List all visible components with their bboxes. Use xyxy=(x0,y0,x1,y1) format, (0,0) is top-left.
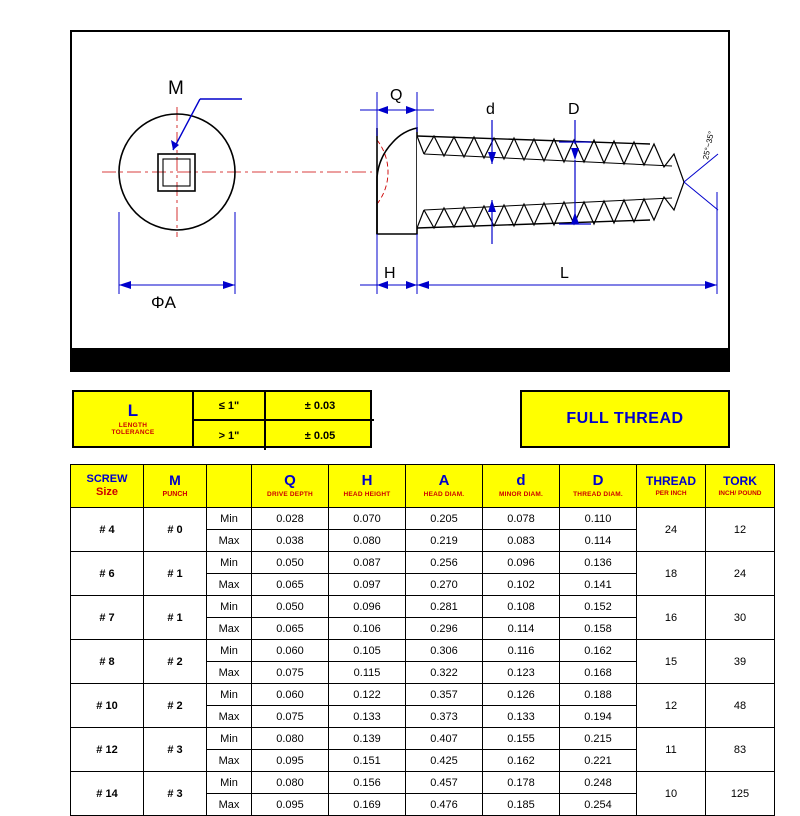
cell-a-min: 0.407 xyxy=(406,728,483,750)
full-thread-box xyxy=(520,390,730,448)
cell-d-min: 0.078 xyxy=(483,508,560,530)
cell-punch: # 0 xyxy=(144,508,207,552)
header-a-letter: A xyxy=(438,472,450,490)
cell-q-min: 0.050 xyxy=(252,552,329,574)
tolerance-condition: ≤ 1" xyxy=(194,392,266,419)
cell-dd-min: 0.110 xyxy=(560,508,637,530)
cell-screw-size: # 6 xyxy=(71,552,144,596)
m-leader-line xyxy=(173,99,242,150)
cell-punch: # 1 xyxy=(144,552,207,596)
cell-max-label: Max xyxy=(207,618,252,640)
cell-screw-size: # 12 xyxy=(71,728,144,772)
cell-q-min: 0.080 xyxy=(252,772,329,794)
header-punch-line1: M xyxy=(169,472,181,489)
screw-head-profile xyxy=(377,128,417,234)
cell-d-max: 0.114 xyxy=(483,618,560,640)
cell-h-max: 0.115 xyxy=(329,662,406,684)
label-d-thread: D xyxy=(568,101,580,118)
header-a xyxy=(406,465,483,508)
cell-punch: # 3 xyxy=(144,728,207,772)
full-thread-label: FULL THREAD xyxy=(566,410,684,427)
cell-punch: # 3 xyxy=(144,772,207,816)
cell-h-max: 0.106 xyxy=(329,618,406,640)
cell-min-label: Min xyxy=(207,596,252,618)
cell-q-min: 0.060 xyxy=(252,640,329,662)
header-q xyxy=(252,465,329,508)
cell-d-min: 0.116 xyxy=(483,640,560,662)
cell-d-min: 0.155 xyxy=(483,728,560,750)
technical-drawing-panel xyxy=(70,30,730,370)
table-row xyxy=(71,596,775,618)
cell-min-label: Min xyxy=(207,684,252,706)
cell-q-max: 0.075 xyxy=(252,662,329,684)
cell-dd-min: 0.152 xyxy=(560,596,637,618)
header-tork-line2: INCH/ POUND xyxy=(718,489,762,497)
cell-a-min: 0.357 xyxy=(406,684,483,706)
tolerance-l-sublabel xyxy=(111,422,154,437)
cell-h-min: 0.122 xyxy=(329,684,406,706)
header-d-thread xyxy=(560,465,637,508)
cell-d-min: 0.126 xyxy=(483,684,560,706)
header-a-sub: HEAD DIAM. xyxy=(423,490,465,498)
cell-thread: 16 xyxy=(637,596,706,640)
cell-min-label: Min xyxy=(207,552,252,574)
tolerance-sub-line1: LENGTH xyxy=(118,421,148,429)
cell-thread: 11 xyxy=(637,728,706,772)
label-q: Q xyxy=(390,87,403,104)
header-minmax-blank xyxy=(207,465,252,508)
tolerance-row xyxy=(194,421,374,450)
header-thread xyxy=(637,465,706,508)
cell-tork: 39 xyxy=(706,640,775,684)
header-punch xyxy=(144,465,207,508)
cell-q-min: 0.050 xyxy=(252,596,329,618)
header-dd-letter: D xyxy=(592,472,604,490)
h-arrow-left xyxy=(377,281,388,289)
table-header xyxy=(71,465,775,508)
header-dd-sub: THREAD DIAM. xyxy=(573,490,623,498)
cell-d-max: 0.102 xyxy=(483,574,560,596)
cell-d-max: 0.083 xyxy=(483,530,560,552)
length-tolerance-box xyxy=(72,390,372,448)
l-arrow-right xyxy=(705,281,717,289)
cell-a-max: 0.219 xyxy=(406,530,483,552)
header-d-minor xyxy=(483,465,560,508)
label-point-angle: 25°~35° xyxy=(701,130,716,161)
header-screw-line1: SCREW xyxy=(86,472,128,485)
label-m: M xyxy=(168,78,184,99)
cell-tork: 83 xyxy=(706,728,775,772)
cell-thread: 15 xyxy=(637,640,706,684)
label-phi-a: ΦA xyxy=(151,293,176,312)
cell-max-label: Max xyxy=(207,530,252,552)
cell-dd-max: 0.254 xyxy=(560,794,637,816)
cell-d-min: 0.096 xyxy=(483,552,560,574)
header-tork-line1: TORK xyxy=(723,473,757,488)
table-row xyxy=(71,640,775,662)
header-q-letter: Q xyxy=(284,472,296,490)
cell-screw-size: # 4 xyxy=(71,508,144,552)
unit-bar xyxy=(70,348,730,372)
header-h-sub: HEAD HEIGHT xyxy=(343,490,391,498)
cell-a-min: 0.205 xyxy=(406,508,483,530)
header-tork xyxy=(706,465,775,508)
cell-punch: # 2 xyxy=(144,684,207,728)
tolerance-l-letter: L xyxy=(127,400,139,420)
h-arrow-right xyxy=(406,281,417,289)
cell-h-max: 0.169 xyxy=(329,794,406,816)
cell-tork: 48 xyxy=(706,684,775,728)
cell-tork: 24 xyxy=(706,552,775,596)
cell-max-label: Max xyxy=(207,750,252,772)
phia-arrow-right xyxy=(223,281,235,289)
label-h: H xyxy=(384,265,396,282)
cell-q-max: 0.095 xyxy=(252,794,329,816)
cell-d-max: 0.185 xyxy=(483,794,560,816)
cell-dd-max: 0.141 xyxy=(560,574,637,596)
cell-d-min: 0.178 xyxy=(483,772,560,794)
cell-q-max: 0.065 xyxy=(252,574,329,596)
cell-min-label: Min xyxy=(207,728,252,750)
table-body xyxy=(71,508,775,816)
cell-a-max: 0.270 xyxy=(406,574,483,596)
cell-thread: 12 xyxy=(637,684,706,728)
q-arrow-right xyxy=(406,106,417,114)
cell-q-max: 0.065 xyxy=(252,618,329,640)
cell-h-min: 0.087 xyxy=(329,552,406,574)
header-screw-size xyxy=(71,465,144,508)
cell-screw-size: # 7 xyxy=(71,596,144,640)
cell-max-label: Max xyxy=(207,662,252,684)
phia-arrow-left xyxy=(119,281,131,289)
cell-a-max: 0.296 xyxy=(406,618,483,640)
screw-drawing-svg xyxy=(72,32,728,368)
cell-min-label: Min xyxy=(207,640,252,662)
cell-thread: 18 xyxy=(637,552,706,596)
cell-h-min: 0.156 xyxy=(329,772,406,794)
cell-dd-min: 0.162 xyxy=(560,640,637,662)
header-q-sub: DRIVE DEPTH xyxy=(267,490,313,498)
cell-h-min: 0.105 xyxy=(329,640,406,662)
cell-h-min: 0.096 xyxy=(329,596,406,618)
cell-screw-size: # 10 xyxy=(71,684,144,728)
cell-min-label: Min xyxy=(207,508,252,530)
table-row xyxy=(71,508,775,530)
table-row xyxy=(71,552,775,574)
cell-q-min: 0.028 xyxy=(252,508,329,530)
cell-screw-size: # 14 xyxy=(71,772,144,816)
cell-d-max: 0.162 xyxy=(483,750,560,772)
square-recess-inner xyxy=(163,159,190,186)
cell-dd-min: 0.136 xyxy=(560,552,637,574)
cell-max-label: Max xyxy=(207,574,252,596)
cell-thread: 10 xyxy=(637,772,706,816)
cell-h-max: 0.151 xyxy=(329,750,406,772)
cell-min-label: Min xyxy=(207,772,252,794)
cell-d-max: 0.133 xyxy=(483,706,560,728)
cell-punch: # 2 xyxy=(144,640,207,684)
table-row xyxy=(71,772,775,794)
header-thread-line1: THREAD xyxy=(646,473,696,488)
cell-thread: 24 xyxy=(637,508,706,552)
header-punch-line2: PUNCH xyxy=(162,490,188,498)
header-h xyxy=(329,465,406,508)
cell-a-min: 0.306 xyxy=(406,640,483,662)
cell-dd-max: 0.221 xyxy=(560,750,637,772)
cell-dd-max: 0.194 xyxy=(560,706,637,728)
label-l: L xyxy=(560,265,569,282)
table-header-row xyxy=(71,465,775,508)
cell-a-max: 0.425 xyxy=(406,750,483,772)
cell-punch: # 1 xyxy=(144,596,207,640)
tolerance-value: ± 0.03 xyxy=(304,399,336,412)
cell-dd-max: 0.158 xyxy=(560,618,637,640)
cell-max-label: Max xyxy=(207,706,252,728)
label-d-minor: d xyxy=(486,101,495,118)
tolerance-l-cell xyxy=(74,392,194,446)
cell-a-max: 0.322 xyxy=(406,662,483,684)
header-d-letter: d xyxy=(516,472,526,490)
tolerance-row xyxy=(194,392,374,421)
cell-q-max: 0.075 xyxy=(252,706,329,728)
cell-dd-max: 0.114 xyxy=(560,530,637,552)
cell-q-min: 0.080 xyxy=(252,728,329,750)
cell-a-max: 0.373 xyxy=(406,706,483,728)
unit-label: unit: INCH xyxy=(738,352,792,364)
cell-d-min: 0.108 xyxy=(483,596,560,618)
cell-dd-min: 0.215 xyxy=(560,728,637,750)
tolerance-sub-line2: TOLERANCE xyxy=(111,429,155,436)
q-arrow-left xyxy=(377,106,388,114)
l-arrow-left xyxy=(417,281,429,289)
shank-body-fill xyxy=(417,136,684,228)
cell-a-min: 0.281 xyxy=(406,596,483,618)
cell-h-min: 0.139 xyxy=(329,728,406,750)
cell-d-max: 0.123 xyxy=(483,662,560,684)
header-screw-line2: Size xyxy=(95,486,118,498)
cell-h-max: 0.097 xyxy=(329,574,406,596)
cell-q-max: 0.038 xyxy=(252,530,329,552)
cell-a-min: 0.256 xyxy=(406,552,483,574)
tolerance-value: ± 0.05 xyxy=(304,429,336,442)
cell-a-min: 0.457 xyxy=(406,772,483,794)
cell-tork: 12 xyxy=(706,508,775,552)
cell-a-max: 0.476 xyxy=(406,794,483,816)
table-row xyxy=(71,728,775,750)
screw-specification-table xyxy=(70,464,775,816)
cell-screw-size: # 8 xyxy=(71,640,144,684)
cell-h-max: 0.133 xyxy=(329,706,406,728)
table-row xyxy=(71,684,775,706)
tolerance-condition: > 1" xyxy=(194,421,266,450)
cell-q-max: 0.095 xyxy=(252,750,329,772)
cell-tork: 125 xyxy=(706,772,775,816)
cell-h-min: 0.070 xyxy=(329,508,406,530)
cell-q-min: 0.060 xyxy=(252,684,329,706)
point-angle-lines xyxy=(684,154,718,210)
header-thread-line2: PER INCH xyxy=(655,489,687,497)
cell-tork: 30 xyxy=(706,596,775,640)
square-recess-outer xyxy=(158,154,195,191)
cell-dd-min: 0.188 xyxy=(560,684,637,706)
cell-max-label: Max xyxy=(207,794,252,816)
header-h-letter: H xyxy=(361,472,373,490)
cell-dd-max: 0.168 xyxy=(560,662,637,684)
phia-extension-lines xyxy=(119,212,235,294)
header-d-sub: MINOR DIAM. xyxy=(498,490,544,498)
cell-h-max: 0.080 xyxy=(329,530,406,552)
cell-dd-min: 0.248 xyxy=(560,772,637,794)
